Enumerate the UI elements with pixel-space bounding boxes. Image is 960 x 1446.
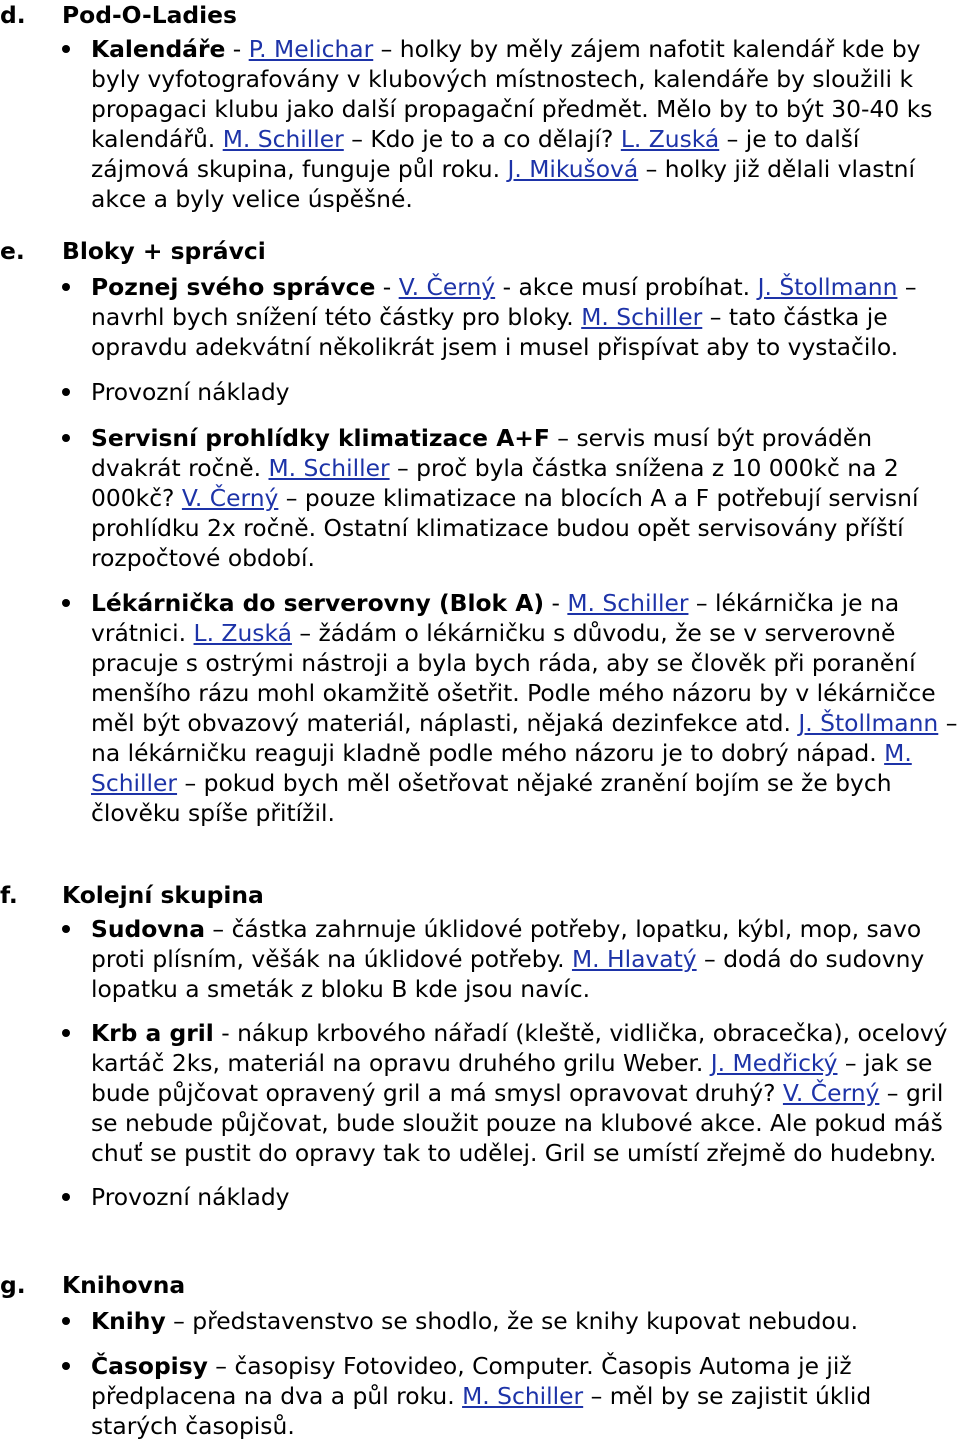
section-letter: f. bbox=[0, 881, 18, 909]
person-name: V. Černý bbox=[782, 1079, 880, 1107]
item-text: – servis musí být prováděn dvakrát ročně. bbox=[91, 424, 873, 482]
person-name: J. Mikušová bbox=[507, 155, 639, 183]
item-text: – Kdo je to a co dělají? bbox=[343, 125, 621, 153]
person-name: J. Štollmann bbox=[798, 709, 939, 737]
item-text: - akce musí probíhat. bbox=[495, 273, 758, 301]
section-letter: g. bbox=[0, 1271, 26, 1299]
item-text: – proč byla částka snížena z 10 000kč na 2 000kč? bbox=[91, 454, 899, 512]
section-heading bbox=[0, 880, 960, 914]
item-text: – na lékárničku reaguji kladně podle mého názoru je to dobrý nápad. bbox=[91, 709, 958, 767]
item-text: – gril se nebude půjčovat, bude sloužit pouze na klubové akce. Ale pokud máš chuť se pustit do opravy tak to udělej. Gril se umístí zřejmě do hudebny. bbox=[91, 1079, 944, 1167]
list-item-provozni-naklady bbox=[0, 1182, 960, 1212]
item-text: – pouze klimatizace na blocích A a F potřebují servisní prohlídku 2x ročně. Ostatní klimatizace budou opět servisovány příští rozpočtové období. bbox=[91, 484, 919, 572]
list-item-kalendare bbox=[0, 34, 960, 214]
section-letter: e. bbox=[0, 237, 25, 265]
item-text: – dodá do sudovny lopatku a smeták z bloku B kde jsou navíc. bbox=[91, 945, 925, 1003]
item-text: – tato částka je opravdu adekvátní několikrát jsem i musel přispívat aby to vystačilo. bbox=[91, 303, 899, 361]
person-name: M. Schiller bbox=[462, 1382, 584, 1410]
section-items bbox=[0, 272, 960, 828]
list-item-casopisy bbox=[0, 1351, 960, 1441]
item-heading: Krb a gril bbox=[91, 1019, 214, 1047]
section-g bbox=[0, 1270, 960, 1441]
item-heading: Kalendáře bbox=[91, 35, 226, 63]
item-heading: Provozní náklady bbox=[91, 1183, 290, 1211]
item-text: – částka zahrnuje úklidové potřeby, lopatku, kýbl, mop, savo proti plísním, věšák na úklidové potřeby. bbox=[91, 915, 922, 973]
item-heading: Lékárnička do serverovny (Blok A) bbox=[91, 589, 545, 617]
section-title: Pod-O-Ladies bbox=[62, 1, 237, 29]
list-item-servisni-prohlidky bbox=[0, 423, 960, 573]
item-text: - bbox=[225, 35, 249, 63]
section-items bbox=[0, 1306, 960, 1441]
section-items bbox=[0, 34, 960, 214]
list-item-lekarnicka bbox=[0, 588, 960, 828]
person-name: P. Melichar bbox=[248, 35, 374, 63]
item-heading: Časopisy bbox=[91, 1352, 208, 1380]
person-name: M. Schiller bbox=[91, 739, 912, 797]
item-text: – představenstvo se shodlo, že se knihy kupovat nebudou. bbox=[165, 1307, 858, 1335]
item-text: - nákup krbového nářadí (kleště, vidlička, obracečka), ocelový kartáč 2ks, materiál na opravu druhého grilu Weber. bbox=[91, 1019, 948, 1077]
person-name: V. Černý bbox=[181, 484, 279, 512]
item-text: - bbox=[375, 273, 399, 301]
section-items bbox=[0, 914, 960, 1212]
person-name: V. Černý bbox=[398, 273, 496, 301]
item-text: – pokud bych měl ošetřovat nějaké zranění bojím se že bych člověku spíše přitížil. bbox=[91, 769, 892, 827]
section-e bbox=[0, 236, 960, 828]
item-text: – jak se bude půjčovat opravený gril a má smysl opravovat druhý? bbox=[91, 1049, 933, 1107]
person-name: J. Medřický bbox=[710, 1049, 838, 1077]
item-text: – navrhl bych snížení této částky pro bloky. bbox=[91, 273, 917, 331]
section-title: Bloky + správci bbox=[62, 237, 266, 265]
list-item-krb-a-gril bbox=[0, 1018, 960, 1168]
item-heading: Servisní prohlídky klimatizace A+F bbox=[91, 424, 550, 452]
item-text: – holky by měly zájem nafotit kalendář kde by byly vyfotografovány v klubových místnostech, kalendáře by sloužili k propagaci klubu jako další propagační předmět. Mělo by to být 30-40 ks kalendářů. bbox=[91, 35, 933, 153]
section-heading bbox=[0, 0, 960, 34]
item-heading: Sudovna bbox=[91, 915, 205, 943]
item-text: – žádám o lékárničku s důvodu, že se v serverovně pracuje s ostrými nástroji a byla bych ráda, aby se člověk při poranění menšího rázu mohl okamžitě ošetřit. Podle mého názoru by v lékárničce měl být obvazový materiál, náplasti, nějaká dezinfekce atd. bbox=[91, 619, 936, 737]
section-heading bbox=[0, 1270, 960, 1304]
item-text: – lékárnička je na vrátnici. bbox=[91, 589, 900, 647]
section-title: Kolejní skupina bbox=[62, 881, 264, 909]
section-letter: d. bbox=[0, 1, 26, 29]
section-f bbox=[0, 880, 960, 1212]
item-text: – je to další zájmová skupina, funguje půl roku. bbox=[91, 125, 860, 183]
person-name: M. Schiller bbox=[222, 125, 344, 153]
list-item-sudovna bbox=[0, 914, 960, 1004]
list-item-knihy bbox=[0, 1306, 960, 1336]
person-name: L. Zuská bbox=[193, 619, 292, 647]
item-heading: Knihy bbox=[91, 1307, 166, 1335]
list-item-provozni-naklady bbox=[0, 377, 960, 407]
person-name: M. Schiller bbox=[268, 454, 390, 482]
item-heading: Provozní náklady bbox=[91, 378, 290, 406]
person-name: M. Hlavatý bbox=[571, 945, 697, 973]
list-item-poznej-sveho-spravce bbox=[0, 272, 960, 362]
person-name: M. Schiller bbox=[581, 303, 703, 331]
item-text: – holky již dělali vlastní akce a byly velice úspěšné. bbox=[91, 155, 915, 213]
item-text: – měl by se zajistit úklid starých časopisů. bbox=[91, 1382, 872, 1440]
item-text: – časopisy Fotovideo, Computer. Časopis Automa je již předplacena na dva a půl roku. bbox=[91, 1352, 852, 1410]
section-d bbox=[0, 0, 960, 214]
person-name: L. Zuská bbox=[620, 125, 720, 153]
person-name: J. Štollmann bbox=[757, 273, 898, 301]
person-name: M. Schiller bbox=[567, 589, 689, 617]
item-text: - bbox=[544, 589, 568, 617]
section-title: Knihovna bbox=[62, 1271, 186, 1299]
section-heading bbox=[0, 236, 960, 270]
item-heading: Poznej svého správce bbox=[91, 273, 376, 301]
